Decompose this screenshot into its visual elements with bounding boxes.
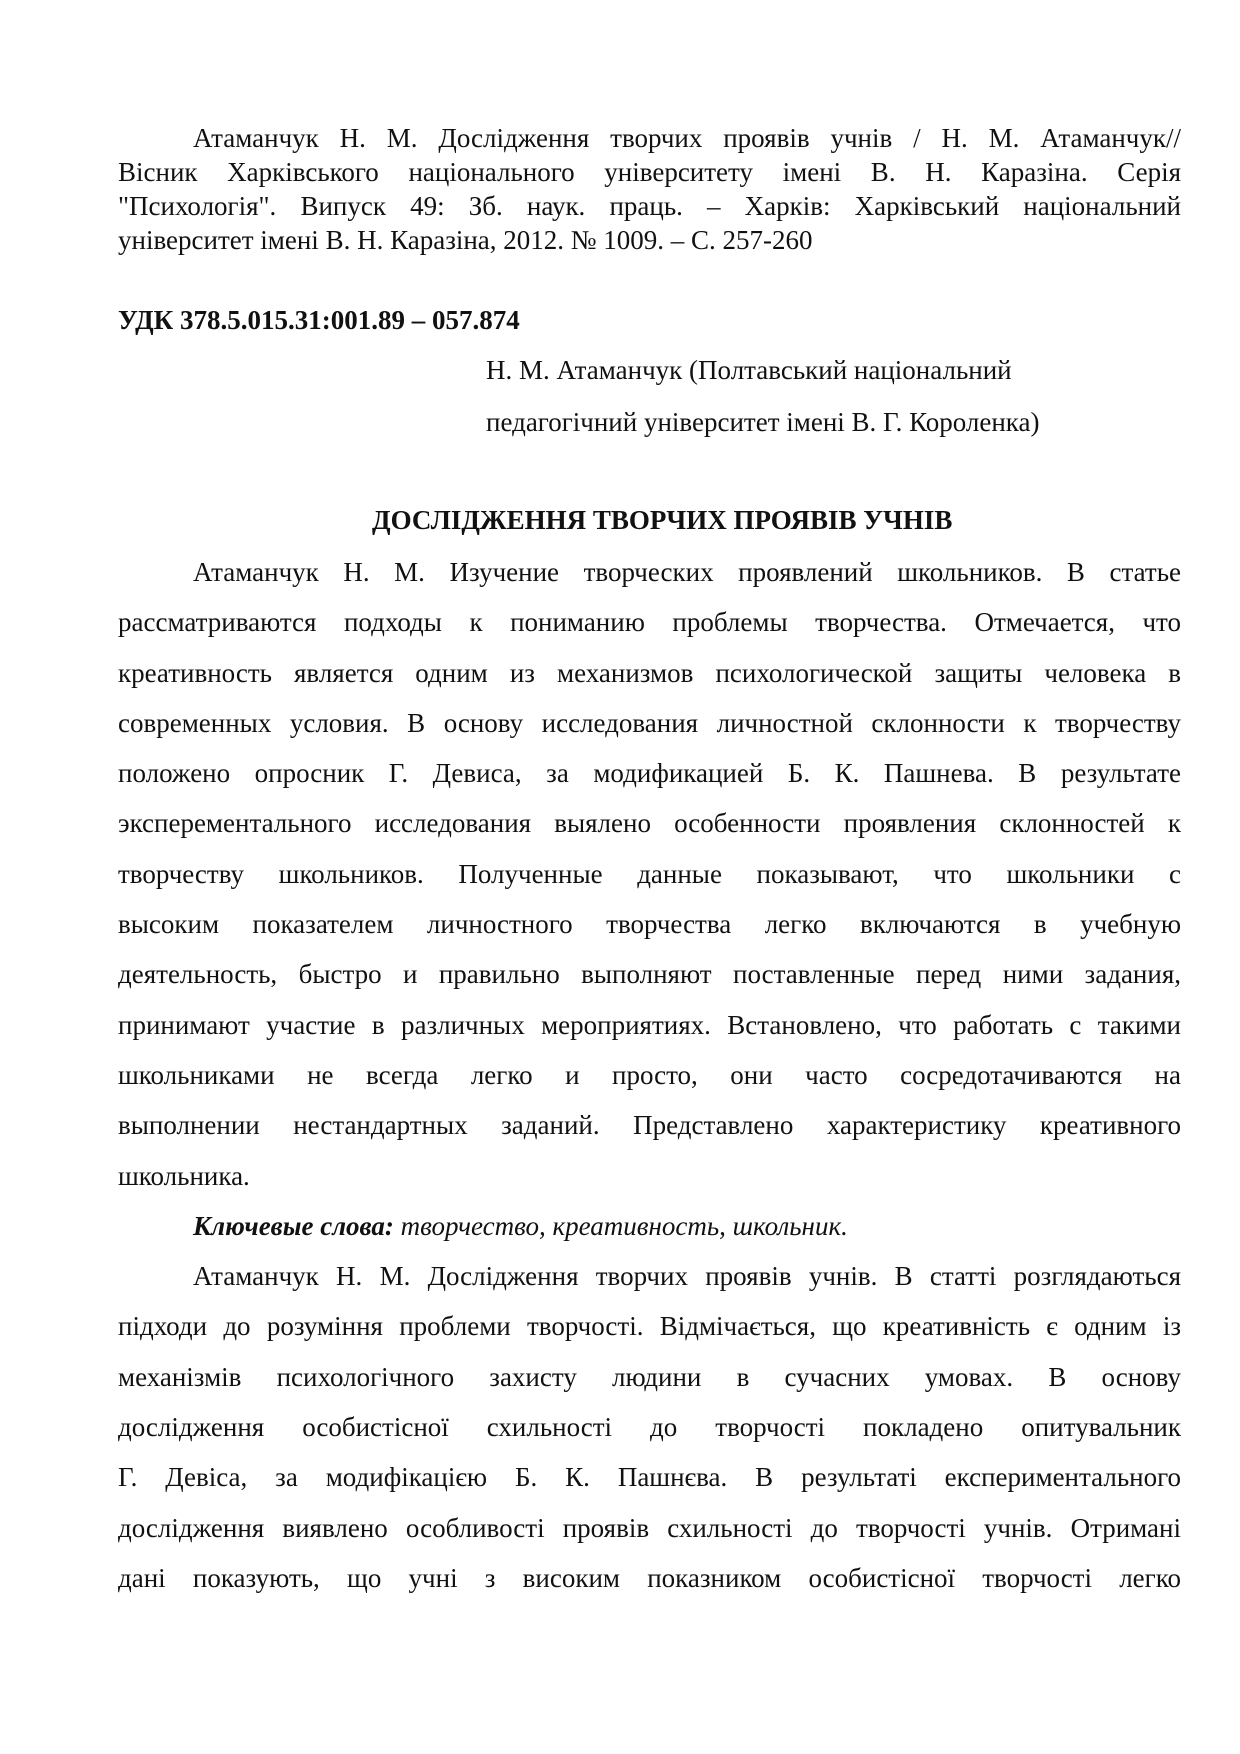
text-line: эксперементального исследования выялено особенности проявления склонностей к	[118, 808, 1181, 839]
text-line: креативность является одним из механизмов психологической защиты человека в	[118, 657, 1181, 688]
text-line: Г. Девіса, за модифікацією Б. К. Пашнєва. В результаті експериментального	[118, 1462, 1181, 1493]
text-line: Вісник Харківського національного університету імені В. Н. Каразіна. Серія	[118, 157, 1181, 187]
abstract-ru	[118, 547, 1181, 1201]
text-line: положено опросник Г. Девиса, за модификацией Б. К. Пашнева. В результате	[118, 758, 1181, 789]
text-line: школьника.	[118, 1160, 250, 1191]
text-line: школьниками не всегда легко и просто, они часто сосредотачиваются на	[118, 1059, 1181, 1090]
text-line: рассматриваются подходы к пониманию проблемы творчества. Отмечается, что	[118, 607, 1181, 638]
abstract-uk	[118, 1251, 1181, 1603]
text-line: современных условия. В основу исследования личностной склонности к творчеству	[118, 707, 1181, 738]
text-line: принимают участие в различных мероприятиях. Встановлено, что работать с такими	[118, 1009, 1181, 1040]
citation-paragraph	[118, 121, 1181, 257]
author-affiliation-line-1: Н. М. Атаманчук (Полтавський національний	[486, 355, 1012, 385]
text-line: дані показують, що учні з високим показником особистісної творчості легко	[118, 1562, 1181, 1593]
text-line: дослідження особистісної схильності до творчості покладено опитувальник	[118, 1412, 1181, 1443]
udk-code: УДК 378.5.015.31:001.89 – 057.874	[118, 305, 520, 335]
text-line: Атаманчук Н. М. Дослідження творчих проявів учнів / Н. М. Атаманчук//	[193, 123, 1181, 153]
article-title: ДОСЛІДЖЕННЯ ТВОРЧИХ ПРОЯВІВ УЧНІВ	[372, 505, 953, 535]
text-line: высоким показателем личностного творчества легко включаются в учебную	[118, 909, 1181, 940]
keywords-ru	[118, 1201, 1181, 1251]
author-affiliation-line-2: педагогічний університет імені В. Г. Короленка)	[486, 407, 1040, 437]
text-line: Атаманчук Н. М. Дослідження творчих проявів учнів. В статті розглядаються	[193, 1261, 1181, 1292]
text-line: механізмів психологічного захисту людини в сучасних умовах. В основу	[118, 1361, 1181, 1392]
text-line: выполнении нестандартных заданий. Представлено характеристику креативного	[118, 1110, 1181, 1141]
text-line: "Психологія". Випуск 49: Зб. наук. праць. – Харків: Харківський національний	[118, 191, 1181, 221]
text-line: творчеству школьников. Полученные данные показывают, что школьники с	[118, 858, 1181, 889]
keywords-value: творчество, креативность, школьник.	[393, 1210, 848, 1241]
text-line: Атаманчук Н. М. Изучение творческих проявлений школьников. В статье	[193, 557, 1181, 587]
text-line: дослідження виявлено особливості проявів схильності до творчості учнів. Отримані	[118, 1512, 1181, 1543]
text-line: підходи до розуміння проблеми творчості. Відмічається, що креативність є одним із	[118, 1311, 1181, 1342]
article-body	[118, 547, 1181, 1603]
text-line: університет імені В. Н. Каразіна, 2012. № 1009. – С. 257-260	[118, 225, 813, 255]
keywords-label: Ключевые слова:	[193, 1210, 394, 1241]
text-line: деятельность, быстро и правильно выполняют поставленные перед ними задания,	[118, 959, 1181, 990]
